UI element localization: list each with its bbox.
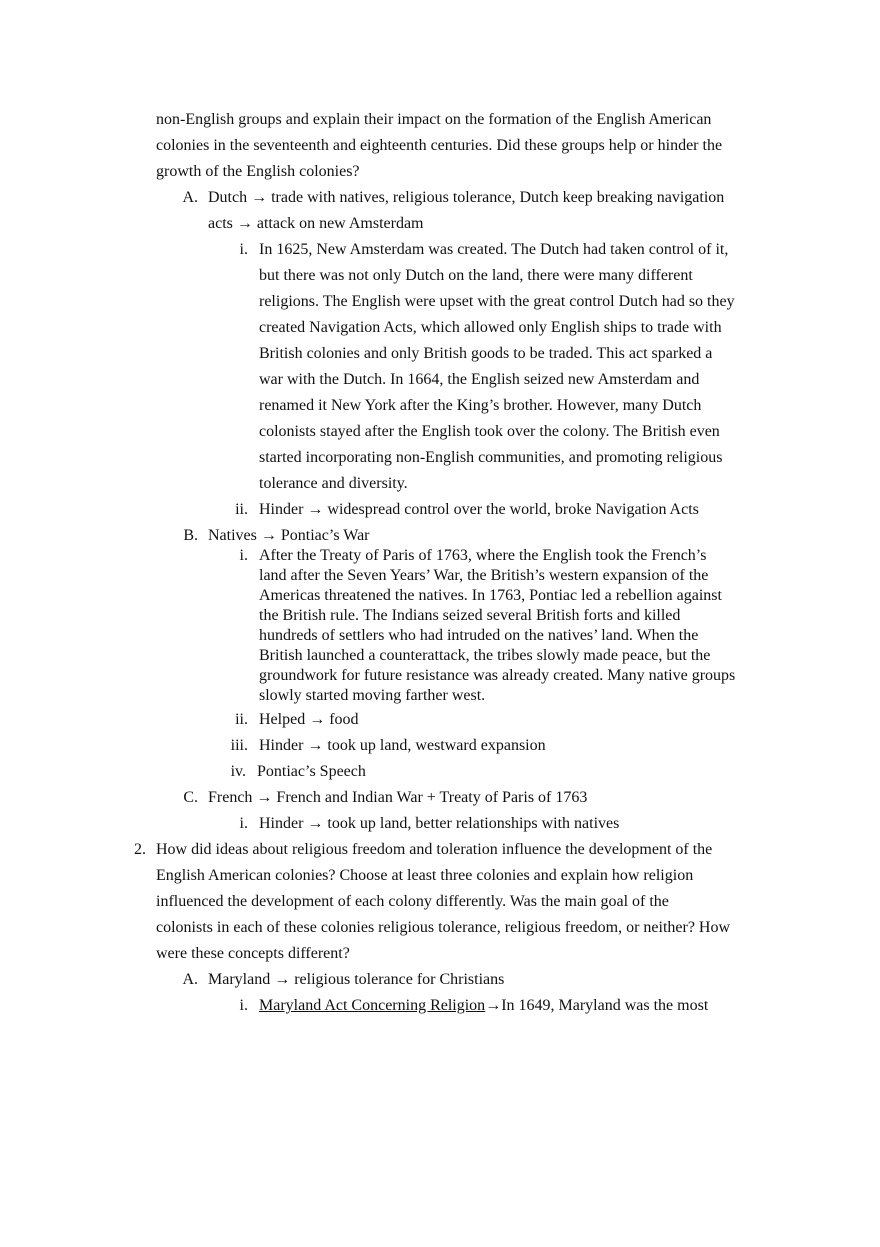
item-marker: i. <box>239 997 248 1014</box>
item-marker: ii. <box>235 711 248 728</box>
section-marker: A. <box>182 189 198 206</box>
question-marker: 2. <box>134 841 146 858</box>
maryland-act-link[interactable]: Maryland Act Concerning Religion <box>259 997 486 1014</box>
item-marker: iv. <box>230 763 246 780</box>
item-marker: i. <box>239 547 248 564</box>
item-marker: ii. <box>235 501 248 518</box>
section-marker: C. <box>183 789 198 806</box>
section-marker: A. <box>182 971 198 988</box>
item-marker: i. <box>239 815 248 832</box>
item-marker: iii. <box>230 737 248 754</box>
section-marker: B. <box>183 527 198 544</box>
document-page: non-English groups and explain their impact on the formation of the English American colonies in the seventeenth and eighteenth centuries. Did these groups help or hinder the growth of the English colonies? A. Dutch → trade with natives, religious tolerance, Dutch keep breaking navigation acts → attack on new Amsterdam i. In 1625, New Amsterdam was created. The Dutch had taken control of it, but there was not only Dutch on the land, there were many different religions. The English were upset with the great control Dutch had so they created Navigation Acts, which allowed only English ships to trade with British colonies and only British goods to be traded. This act sparked a war with the Dutch. In 1664, the English seized new Amsterdam and renamed it New York after the King’s brother. However, many Dutch colonists stayed after the English took over the colony. The British even started incorporating non-English communities, and promoting religious tolerance and diversity. ii. Hinder → widespread control over the world, broke Navigation Acts B. Natives → Pontiac’s War i. After the Treaty of Paris of 1763, where the English took the French’s land after the Seven Years’ War, the British’s western expansion of the Americas threatened the natives. In 1763, Pontiac led a rebellion against the British rule. The Indians seized several British forts and killed hundreds of settlers who had intruded on the natives’ land. When the British launched a counterattack, the tribes slowly made peace, but the groundwork for future resistance was already created. Many native groups slowly started moving farther west. ii. Helped → food iii. Hinder → took up land, westward expansion iv. Pontiac’s Speech C. French → French and Indian War + Treaty of Paris of 1763 i. Hinder → took up land, better relationships with natives 2. How did ideas about religious freedom and toleration influence the development of the English American colonies? Choose at least three colonies and explain how religion influenced the development of each colony differently. Was the main goal of the colonists in each of these colonies religious tolerance, religious freedom, or neither? How were these concepts different? A. Maryland → religious tolerance for Christians i. Maryland Act Concerning Religion→In 1649, Maryland was the most <box>0 0 880 1247</box>
item-marker: i. <box>239 241 248 258</box>
